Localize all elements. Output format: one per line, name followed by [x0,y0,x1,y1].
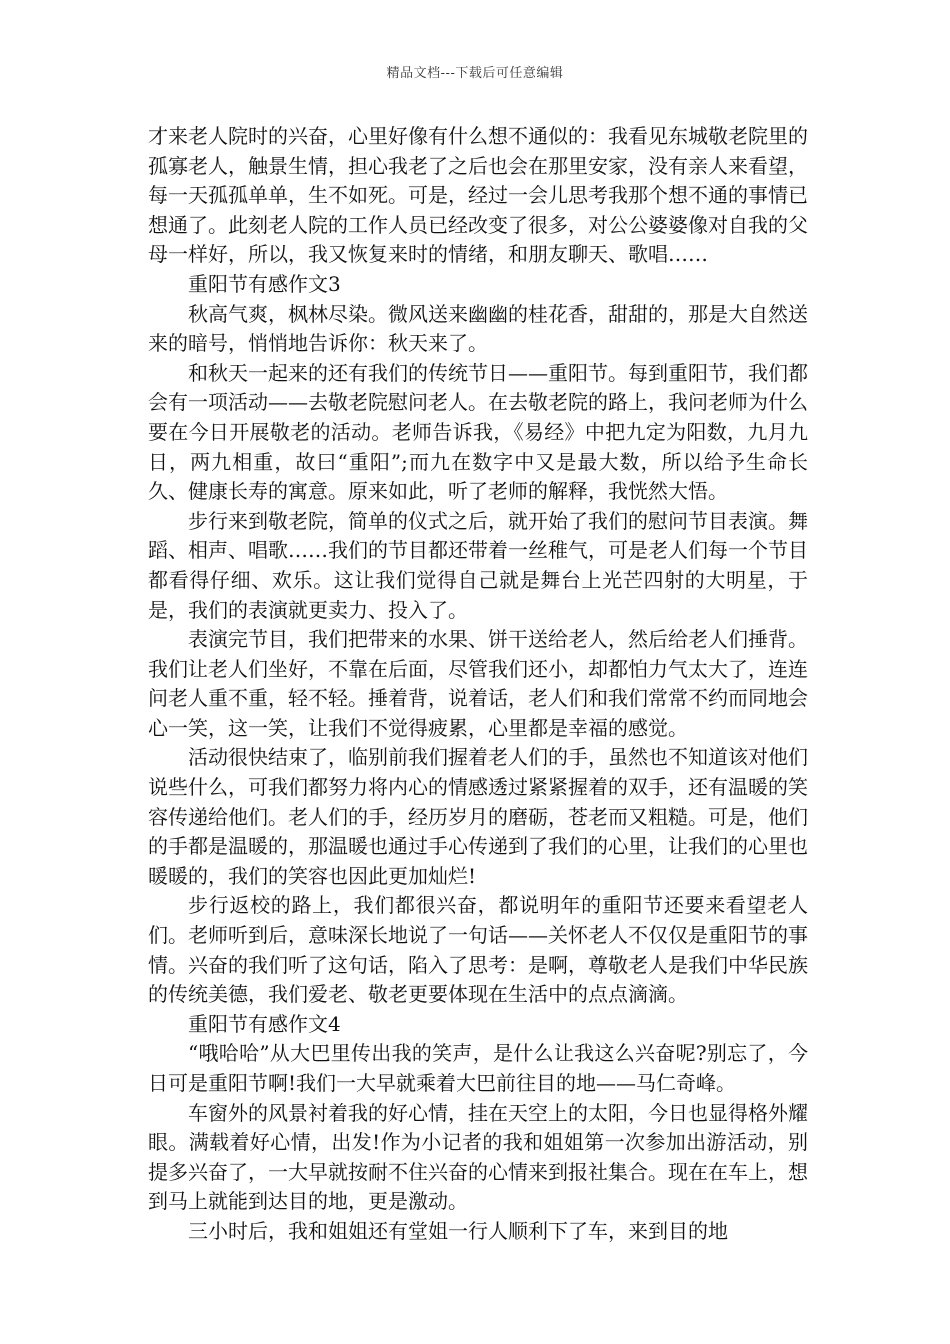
paragraph: 活动很快结束了，临别前我们握着老人们的手，虽然也不知道该对他们说些什么，可我们都努力将内心的情感透过紧紧握着的双手，还有温暖的笑容传递给他们。老人们的手，经历岁月的磨砺，苍老而又粗糙。可是，他们的手都是温暖的，那温暖也通过手心传递到了我们的心里，让我们的心里也暖暖的，我们的笑容也因此更加灿烂! [148,745,808,888]
section-heading: 重阳节有感作文3 [188,271,341,296]
paragraph: 三小时后，我和姐姐还有堂姐一行人顺利下了车，来到目的地 [188,1218,728,1243]
paragraph: “哦哈哈”从大巴里传出我的笑声，是什么让我这么兴奋呢?别忘了，今日可是重阳节啊!我们一大早就乘着大巴前往目的地——马仁奇峰。 [148,1041,808,1095]
paragraph: 车窗外的风景衬着我的好心情，挂在天空上的太阳，今日也显得格外耀眼。满载着好心情，出发!作为小记者的我和姐姐第一次参加出游活动，别提多兴奋了，一大早就按耐不住兴奋的心情来到报社集合。现在在车上，想到马上就能到达目的地，更是激动。 [148,1100,808,1214]
section-heading: 重阳节有感作文4 [188,1011,341,1036]
paragraph: 步行来到敬老院，简单的仪式之后，就开始了我们的慰问节目表演。舞蹈、相声、唱歌……我们的节目都还带着一丝稚气，可是老人们每一个节目都看得仔细、欢乐。这让我们觉得自己就是舞台上光芒四射的大明星，于是，我们的表演就更卖力、投入了。 [148,508,808,622]
document-body [148,122,808,1247]
page-header: 精品文档---下载后可任意编辑 [386,66,564,81]
paragraph: 表演完节目，我们把带来的水果、饼干送给老人，然后给老人们捶背。我们让老人们坐好，不靠在后面，尽管我们还小，却都怕力气太大了，连连问老人重不重，轻不轻。捶着背，说着话，老人们和我们常常不约而同地会心一笑，这一笑，让我们不觉得疲累，心里都是幸福的感觉。 [148,627,808,740]
paragraph: 才来老人院时的兴奋，心里好像有什么想不通似的：我看见东城敬老院里的孤寡老人，触景生情，担心我老了之后也会在那里安家，没有亲人来看望，每一天孤孤单单，生不如死。可是，经过一会儿思考我那个想不通的事情已想通了。此刻老人院的工作人员已经改变了很多，对公公婆婆像对自我的父母一样好，所以，我又恢复来时的情绪，和朋友聊天、歌唱…… [148,124,808,267]
paragraph: 步行返校的路上，我们都很兴奋，都说明年的重阳节还要来看望老人们。老师听到后，意味深长地说了一句话——关怀老人不仅仅是重阳节的事情。兴奋的我们听了这句话，陷入了思考：是啊，尊敬老人是我们中华民族的传统美德，我们爱老、敬老更要体现在生活中的点点滴滴。 [148,893,808,1007]
paragraph: 和秋天一起来的还有我们的传统节日——重阳节。每到重阳节，我们都会有一项活动——去敬老院慰问老人。在去敬老院的路上，我问老师为什么要在今日开展敬老的活动。老师告诉我，《易经》中把九定为阳数，九月九日，两九相重，故曰“重阳”;而九在数字中又是最大数，所以给予生命长久、健康长寿的寓意。原来如此，听了老师的解释，我恍然大悟。 [148,360,808,504]
paragraph: 秋高气爽，枫林尽染。微风送来幽幽的桂花香，甜甜的，那是大自然送来的暗号，悄悄地告诉你：秋天来了。 [148,301,808,356]
